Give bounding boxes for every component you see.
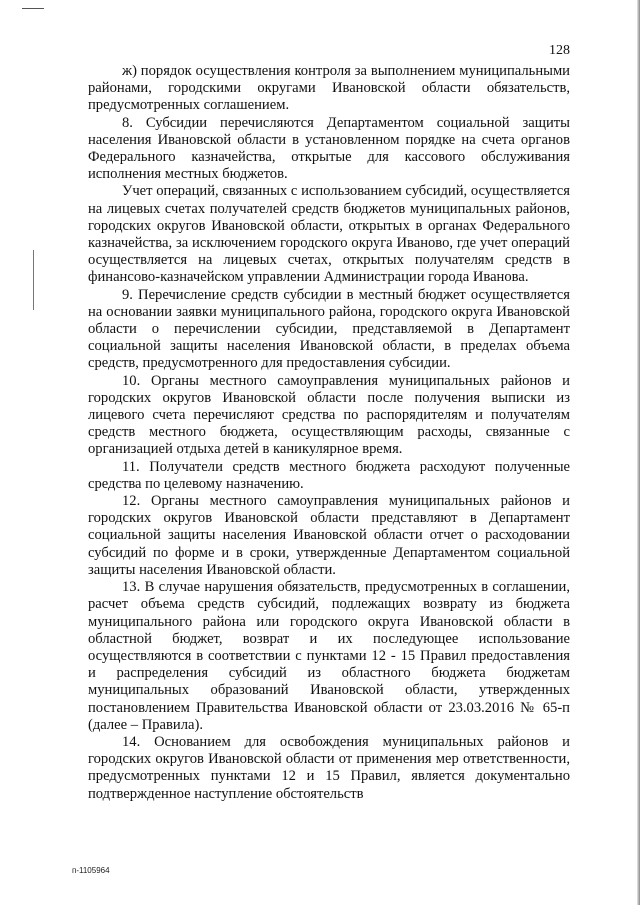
page-number: 128 [549,43,570,58]
paragraph-9: 9. Перечисление средств субсидии в местный бюджет осуществляется на основании заявки муниципального района, городского округа Ивановской области о перечислении субсидии, представляемой в Департамент социальной защиты населения Ивановской области, в пределах объема средств, предусмотренного для предоставления субсидии. [88,286,570,372]
paragraph-10: 10. Органы местного самоуправления муниципальных районов и городских округов Ивановской области после получения выписки из лицевого счета перечисляют средства по распорядителям и получателям средств местного бюджета, осуществляющим расходы, связанные с организацией отдыха детей в каникулярное время. [88,372,570,458]
document-body [88,63,570,803]
document-code: п-1105964 [72,866,110,875]
paragraph-11: 11. Получатели средств местного бюджета расходуют полученные средства по целевому назначению. [88,458,570,492]
paragraph-zh: ж) порядок осуществления контроля за выполнением муниципальными районами, городскими округами Ивановской области обязательств, предусмотренных соглашением. [88,63,570,114]
scan-artifact [22,8,44,9]
paragraph-13: 13. В случае нарушения обязательств, предусмотренных в соглашении, расчет объема средств субсидий, подлежащих возврату из бюджета муниципального района или городского округа Ивановской области в областной бюджет, возврат и их последующее использование осуществляются в соответствии с пунктами 12 - 15 Правил предоставления и распределения субсидий из областного бюджета бюджетам муниципальных образований Ивановской области, утвержденных постановлением Правительства Ивановской области от 23.03.2016 № 65-п (далее – Правила). [88,579,570,733]
paragraph-accounting: Учет операций, связанных с использованием субсидий, осуществляется на лицевых счетах получателей средств бюджетов муниципальных районов, городских округов Ивановской области, открытых в органах Федерального казначейства, за исключением городского округа Иваново, где учет операций осуществляется на лицевых счетах, открытых получателям средств в финансово-казначейском управлении Администрации города Иванова. [88,183,570,286]
paragraph-12: 12. Органы местного самоуправления муниципальных районов и городских округов Ивановской области представляют в Департамент социальной защиты населения Ивановской области отчет о расходовании субсидий по форме и в сроки, утвержденные Департаментом социальной защиты населения Ивановской области. [88,493,570,578]
paragraph-14: 14. Основанием для освобождения муниципальных районов и городских округов Ивановской области от применения мер ответственности, предусмотренных пунктами 12 и 15 Правил, является документально подтвержденное наступление обстоятельств [88,733,570,802]
scan-artifact [33,250,34,310]
paragraph-8: 8. Субсидии перечисляются Департаментом социальной защиты населения Ивановской области в установленном порядке на счета органов Федерального казначейства, открытые для кассового обслуживания исполнения местных бюджетов. [88,114,570,183]
